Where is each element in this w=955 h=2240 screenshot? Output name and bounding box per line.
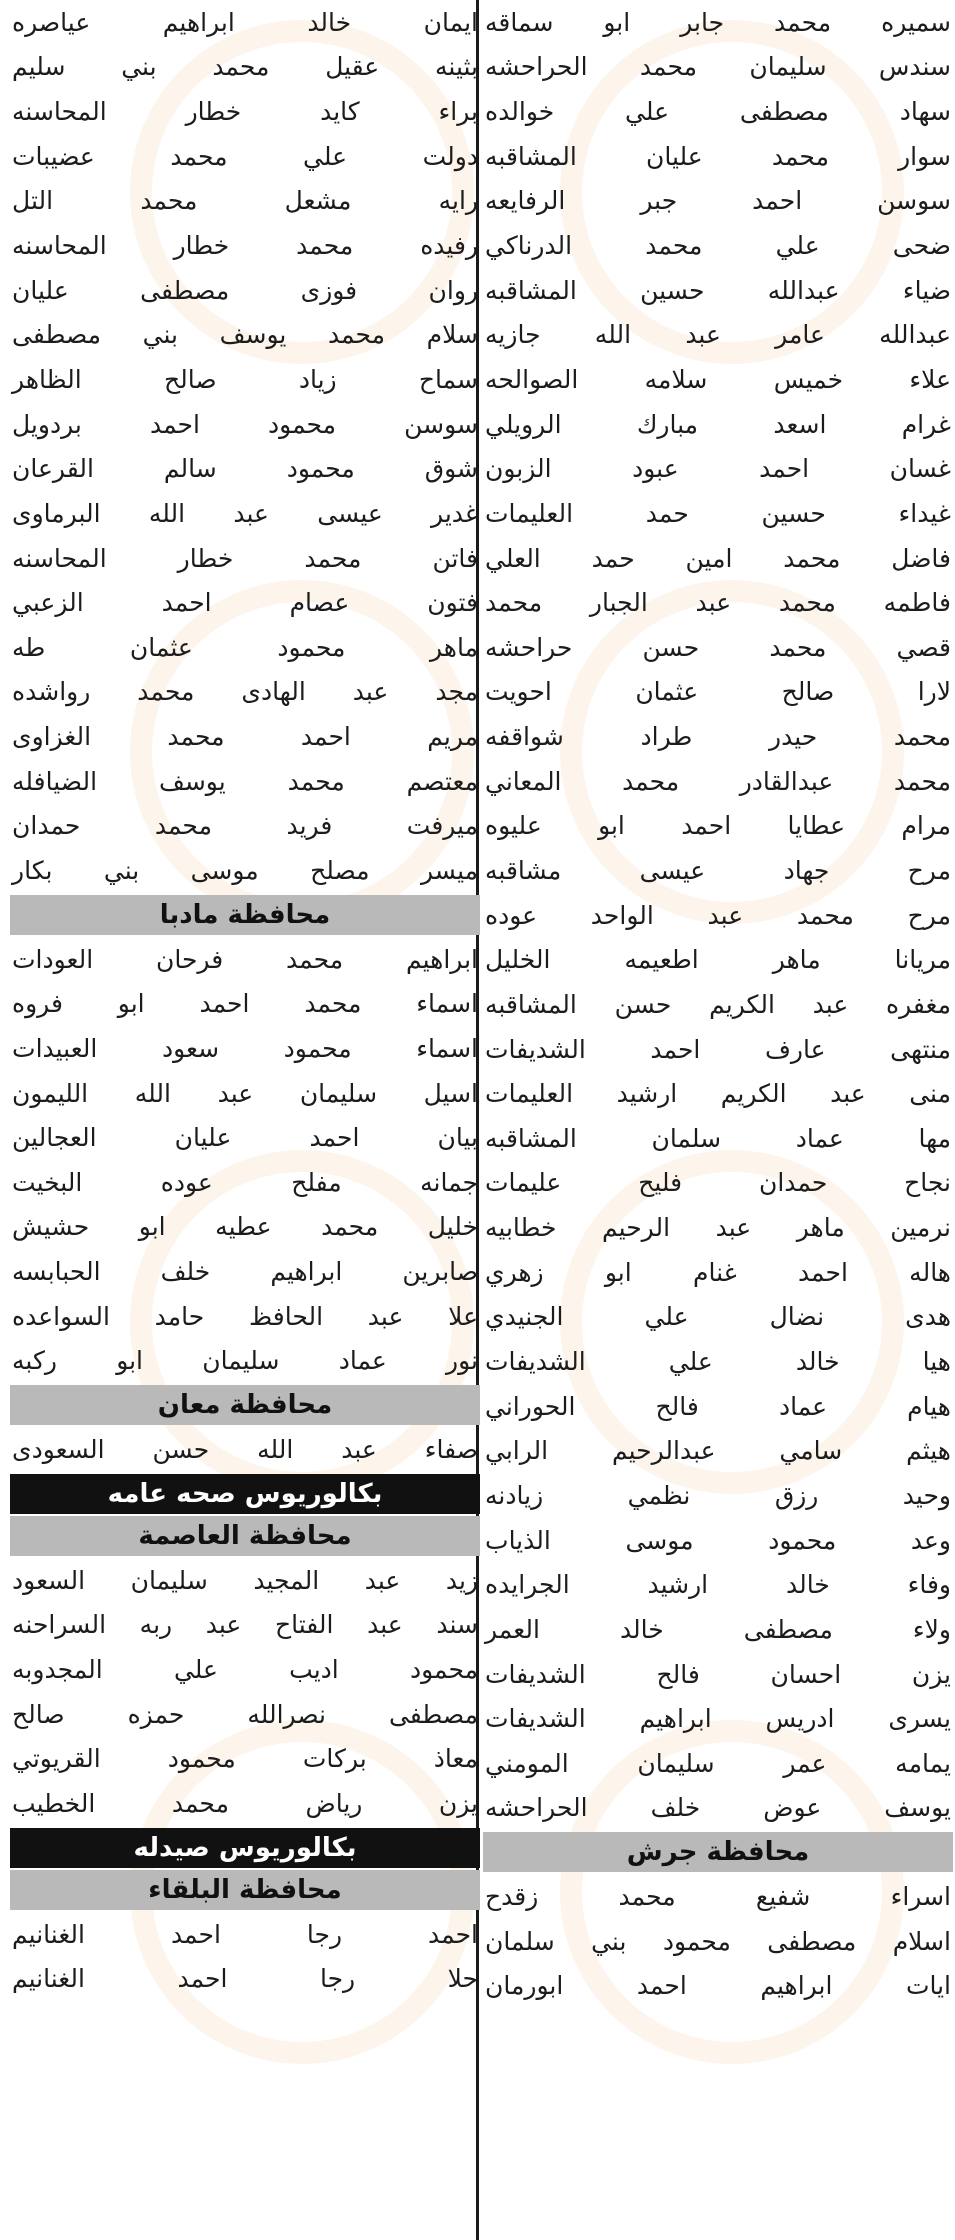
name-row: غرام اسعد مبارك الرويلي <box>485 409 951 439</box>
name-row: يزن رياض محمد الخطيب <box>12 1788 478 1818</box>
name-row: بيان احمد عليان العجالين <box>12 1123 478 1153</box>
name-row: صفاء عبد الله حسن السعودى <box>12 1435 478 1465</box>
name-row: جمانه مفلح عوده البخيت <box>12 1167 478 1197</box>
name-row: مرام عطايا احمد ابو عليوه <box>485 811 951 841</box>
maan-name-list <box>10 1427 480 1472</box>
name-row: ولاء مصطفى خالد العمر <box>485 1614 951 1644</box>
name-row: سوسن محمود احمد بردويل <box>12 409 478 439</box>
name-row: عبدالله عامر عبد الله جازيه <box>485 320 951 350</box>
name-row: علاء خميس سلامه الصوالحه <box>485 364 951 394</box>
name-row: سندس سليمان محمد الحراحشه <box>485 52 951 82</box>
name-row: يسرى ادريس ابراهيم الشديفات <box>485 1704 951 1734</box>
capital-name-list <box>10 1558 480 1826</box>
degree-header-pharmacy: بكالوريوس صيدله <box>10 1828 480 1868</box>
name-row: مرح محمد عبد الواحد عوده <box>485 900 951 930</box>
name-row: منى عبد الكريم ارشيد العليمات <box>485 1079 951 1109</box>
name-row: ماهر محمود عثمان طه <box>12 632 478 662</box>
name-row: مريم احمد محمد الغزاوى <box>12 722 478 752</box>
name-row: ابراهيم محمد فرحان العودات <box>12 944 478 974</box>
name-row: اسيل سليمان عبد الله الليمون <box>12 1078 478 1108</box>
name-row: محمد حيدر طراد شواقفه <box>485 722 951 752</box>
name-row: مرح جهاد عيسى مشاقبه <box>485 855 951 885</box>
name-row: غدير عيسى عبد الله البرماوى <box>12 498 478 528</box>
name-row: ايات ابراهيم احمد ابورمان <box>485 1971 951 2001</box>
name-row: وعد محمود موسى الذياب <box>485 1525 951 1555</box>
name-row: وحيد رزق نظمي زيادنه <box>485 1480 951 1510</box>
left-name-list <box>10 0 480 893</box>
name-row: خليل محمد عطيه ابو حشيش <box>12 1212 478 1242</box>
section-header-maan: محافظة معان <box>10 1385 480 1425</box>
name-row: سوار محمد عليان المشاقبه <box>485 141 951 171</box>
name-row: نرمين ماهر عبد الرحيم خطابيه <box>485 1213 951 1243</box>
name-row: فتون عصام احمد الزعبي <box>12 588 478 618</box>
name-row: مجد عبد الهادى محمد رواشده <box>12 677 478 707</box>
name-row: مصطفى نصرالله حمزه صالح <box>12 1699 478 1729</box>
degree-header-public-health: بكالوريوس صحه عامه <box>10 1474 480 1514</box>
name-row: سميره محمد جابر ابو سماقه <box>485 7 951 37</box>
name-row: معاذ بركات محمود القريوتي <box>12 1744 478 1774</box>
name-row: يزن احسان فالح الشديفات <box>485 1659 951 1689</box>
jerash-name-list <box>483 1874 953 2008</box>
name-row: غيداء حسين حمد العليمات <box>485 498 951 528</box>
left-column <box>10 0 480 2001</box>
name-row: احمد رجا احمد الغنانيم <box>12 1919 478 1949</box>
name-row: منتهى عارف احمد الشديفات <box>485 1034 951 1064</box>
section-header-balqa: محافظة البلقاء <box>10 1870 480 1910</box>
name-row: ضحى علي محمد الدرناكي <box>485 231 951 261</box>
name-row: مها عماد سلمان المشاقبه <box>485 1123 951 1153</box>
name-row: هاله احمد غنام ابو زهري <box>485 1257 951 1287</box>
right-name-list <box>483 0 953 1830</box>
right-column <box>483 0 953 2008</box>
name-row: ضياء عبدالله حسين المشاقبه <box>485 275 951 305</box>
name-row: علا عبد الحافظ حامد السواعده <box>12 1301 478 1331</box>
name-row: روان فوزى مصطفى عليان <box>12 275 478 305</box>
name-row: حلا رجا احمد الغنانيم <box>12 1964 478 1994</box>
name-row: نجاح حمدان فليح عليمات <box>485 1168 951 1198</box>
name-row: فاضل محمد امين حمد العلي <box>485 543 951 573</box>
name-row: يمامه عمر سليمان المومني <box>485 1748 951 1778</box>
name-row: براء كايد خطار المحاسنه <box>12 97 478 127</box>
name-row: اسراء شفيع محمد زقدح <box>485 1882 951 1912</box>
name-row: صابرين ابراهيم خلف الحبابسه <box>12 1257 478 1287</box>
name-row: شوق محمود سالم القرعان <box>12 454 478 484</box>
name-row: رايه مشعل محمد التل <box>12 186 478 216</box>
name-row: ميرفت فريد محمد حمدان <box>12 811 478 841</box>
name-row: مريانا ماهر اطعيمه الخليل <box>485 945 951 975</box>
name-row: زيد عبد المجيد سليمان السعود <box>12 1565 478 1595</box>
name-row: قصي محمد حسن حراحشه <box>485 632 951 662</box>
name-row: سماح زياد صالح الظاهر <box>12 364 478 394</box>
name-row: اسماء محمود سعود العبيدات <box>12 1033 478 1063</box>
name-row: دولت علي محمد عضيبات <box>12 141 478 171</box>
name-row: فاطمه محمد عبد الجبار محمد <box>485 588 951 618</box>
name-row: معتصم محمد يوسف الضيافله <box>12 766 478 796</box>
name-row: فاتن محمد خطار المحاسنه <box>12 543 478 573</box>
section-header-jerash: محافظة جرش <box>483 1832 953 1872</box>
madaba-name-list <box>10 937 480 1383</box>
name-row: سوسن احمد جبر الرفايعه <box>485 186 951 216</box>
name-row: اسماء محمد احمد ابو فروه <box>12 989 478 1019</box>
name-row: وفاء خالد ارشيد الجرايده <box>485 1570 951 1600</box>
name-row: يوسف عوض خلف الحراحشه <box>485 1793 951 1823</box>
name-row: محمد عبدالقادر محمد المعاني <box>485 766 951 796</box>
name-row: نور عماد سليمان ابو ركبه <box>12 1346 478 1376</box>
name-row: ايمان خالد ابراهيم عياصره <box>12 7 478 37</box>
name-row: هيام عماد فالح الحوراني <box>485 1391 951 1421</box>
name-row: لارا صالح عثمان احويت <box>485 677 951 707</box>
name-row: هيثم سامي عبدالرحيم الرابي <box>485 1436 951 1466</box>
name-row: مغفره عبد الكريم حسن المشاقبه <box>485 989 951 1019</box>
name-row: سند عبد الفتاح عبد ربه السراحنه <box>12 1610 478 1640</box>
name-row: هدى نضال علي الجنيدي <box>485 1302 951 1332</box>
name-row: غسان احمد عبود الزبون <box>485 454 951 484</box>
name-row: بثينه عقيل محمد بني سليم <box>12 52 478 82</box>
name-row: محمود اديب علي المجدوبه <box>12 1654 478 1684</box>
name-row: هيا خالد علي الشديفات <box>485 1347 951 1377</box>
name-row: رفيده محمد خطار المحاسنه <box>12 231 478 261</box>
section-header-capital: محافظة العاصمة <box>10 1516 480 1556</box>
balqa-name-list <box>10 1912 480 2001</box>
name-row: ميسر مصلح موسى بني بكار <box>12 855 478 885</box>
name-row: سهاد مصطفى علي خوالده <box>485 97 951 127</box>
name-row: سلام محمد يوسف بني مصطفى <box>12 320 478 350</box>
section-header-madaba: محافظة مادبا <box>10 895 480 935</box>
name-row: اسلام مصطفى محمود بني سلمان <box>485 1926 951 1956</box>
